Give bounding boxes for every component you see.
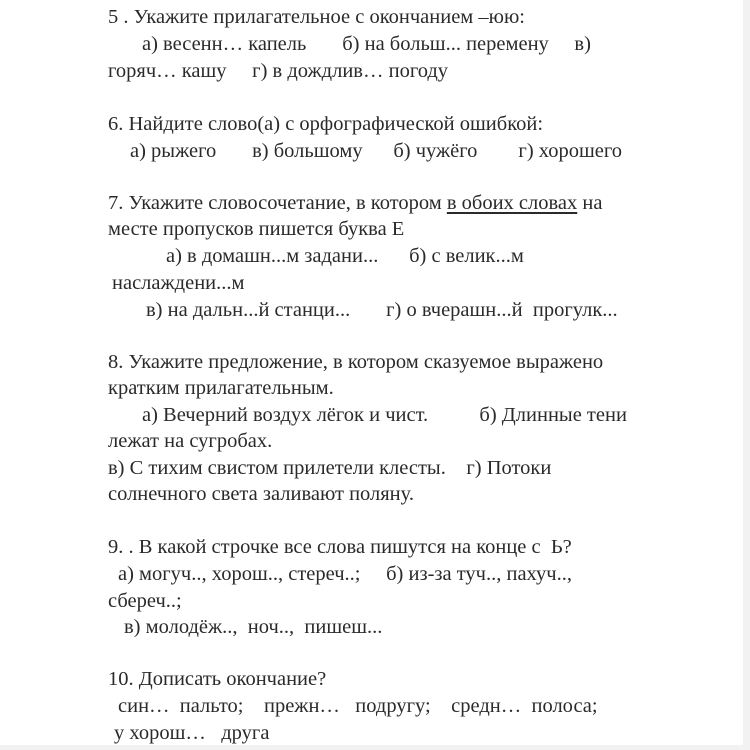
question-8-options-line-1: а) Вечерний воздух лёгок и чист. б) Длинные тени — [142, 404, 627, 426]
page-edge-bottom — [0, 745, 750, 750]
question-9-options-line-3: в) молодёж.., ноч.., пишеш... — [124, 616, 383, 638]
question-9-options-line-2: сбереч..; — [108, 590, 182, 612]
question-5-stem: 5 . Укажите прилагательное с окончанием –юю: — [108, 6, 525, 28]
question-8-stem-line-1: 8. Укажите предложение, в котором сказуемое выражено — [108, 351, 604, 373]
question-7-options-line-2: наслаждени...м — [112, 272, 245, 294]
question-7-options-line-3: в) на дальн...й станци... г) о вчерашн...й прогулк... — [146, 299, 618, 321]
question-10-stem: 10. Дописать окончание? — [108, 668, 327, 690]
question-5-options-line-1: а) весенн… капель б) на больш... перемену в) — [142, 33, 591, 55]
question-10-options-line-2: у хорош… друга — [114, 722, 270, 744]
question-7-stem-line-1 — [108, 190, 602, 216]
question-9-options-line-1: а) могуч.., хорош.., стереч..; б) из-за туч.., пахуч.., — [118, 563, 572, 585]
question-8-options-line-3: в) С тихим свистом прилетели клесты. г) Потоки — [108, 457, 552, 479]
question-7-stem-line-2: месте пропусков пишется буква Е — [108, 218, 405, 240]
question-6-options-line-1: а) рыжего в) большому б) чужёго г) хорошего — [130, 140, 623, 162]
question-7-stem-part-2: на — [577, 192, 603, 214]
page-edge-right — [743, 0, 750, 750]
question-10-options-line-1: син… пальто; прежн… подругу; средн… полоса; — [118, 695, 598, 717]
question-8-options-line-2: лежат на сугробах. — [108, 430, 273, 452]
question-9-stem: 9. . В какой строчке все слова пишутся на конце с Ь? — [108, 536, 572, 558]
question-8-stem-line-2: кратким прилагательным. — [108, 377, 334, 399]
question-7-options-line-1: а) в домашн...м задани... б) с велик...м — [166, 245, 524, 267]
question-6-stem: 6. Найдите слово(а) с орфографической ошибкой: — [108, 113, 544, 135]
question-8-options-line-4: солнечного света заливают поляну. — [108, 483, 414, 505]
question-5-options-line-2: горяч… кашу г) в дождлив… погоду — [108, 60, 449, 82]
question-7-underlined-phrase: в обоих словах — [446, 192, 578, 214]
question-7-stem-part-1: 7. Укажите словосочетание, в котором — [108, 192, 447, 214]
